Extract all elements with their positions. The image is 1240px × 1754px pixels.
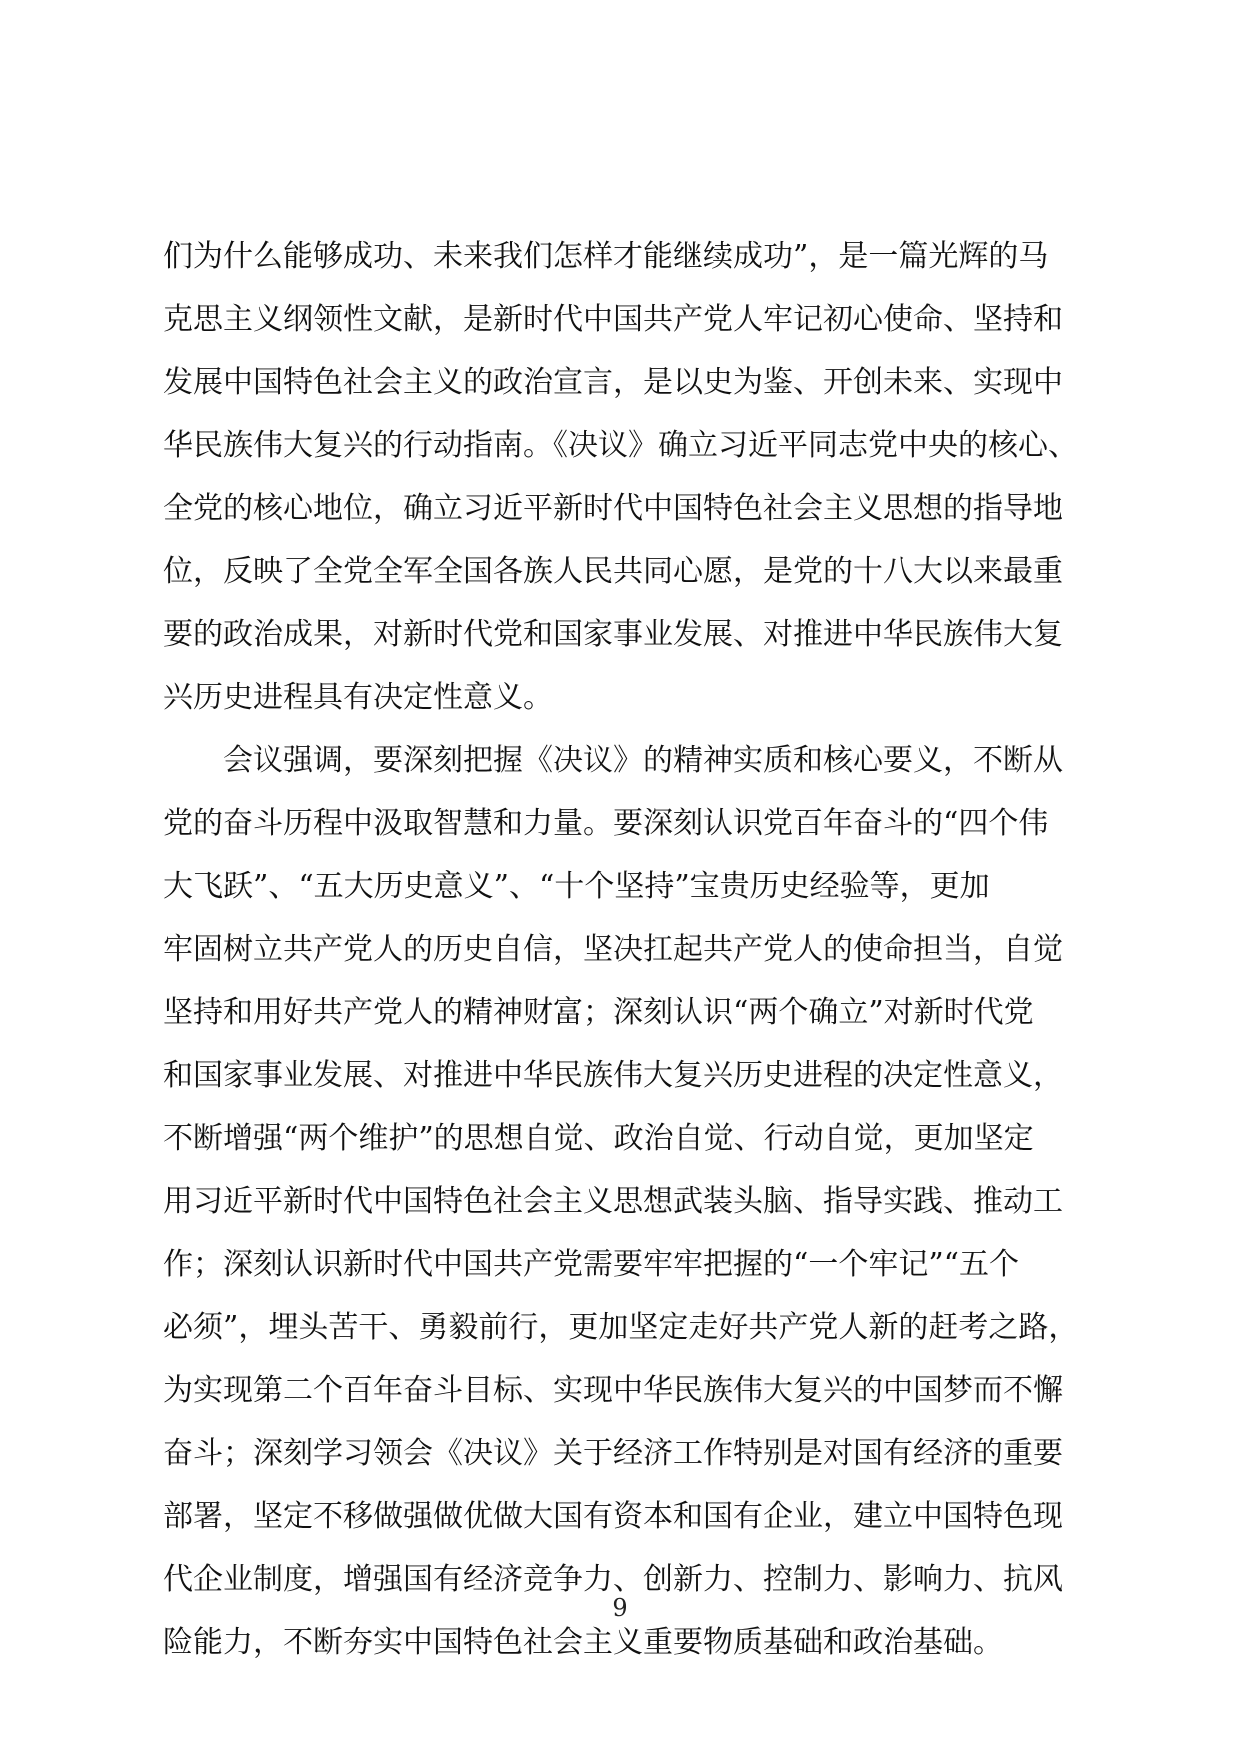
- text-line: 不断增强“两个维护”的思想自觉、政治自觉、行动自觉，更加坚定: [163, 1121, 1034, 1156]
- text-line: 作；深刻认识新时代中国共产党需要牢牢把握的“一个牢记”“五个: [163, 1247, 1020, 1282]
- text-line: 用习近平新时代中国特色社会主义思想武装头脑、指导实践、推动工: [163, 1184, 1063, 1219]
- text-line: 牢固树立共产党人的历史自信，坚决扛起共产党人的使命担当，自觉: [163, 932, 1063, 967]
- text-line: 位，反映了全党全军全国各族人民共同心愿，是党的十八大以来最重: [163, 554, 1063, 589]
- text-line: 和国家事业发展、对推进中华民族伟大复兴历史进程的决定性意义，: [163, 1058, 1063, 1093]
- text-line: 为实现第二个百年奋斗目标、实现中华民族伟大复兴的中国梦而不懈: [163, 1373, 1063, 1408]
- text-line: 发展中国特色社会主义的政治宣言，是以史为鉴、开创未来、实现中: [163, 365, 1063, 400]
- text-line: 党的奋斗历程中汲取智慧和力量。要深刻认识党百年奋斗的“四个伟: [163, 806, 1049, 841]
- text-line: 会议强调，要深刻把握《决议》的精神实质和核心要义，不断从: [163, 743, 1063, 778]
- text-line: 华民族伟大复兴的行动指南。《决议》确立习近平同志党中央的核心、: [163, 428, 1078, 463]
- text-line: 全党的核心地位，确立习近平新时代中国特色社会主义思想的指导地: [163, 491, 1063, 526]
- text-line: 大飞跃”、“五大历史意义”、“十个坚持”宝贵历史经验等，更加: [163, 869, 990, 904]
- text-line: 要的政治成果，对新时代党和国家事业发展、对推进中华民族伟大复: [163, 617, 1063, 652]
- text-line: 险能力，不断夯实中国特色社会主义重要物质基础和政治基础。: [163, 1625, 1003, 1660]
- text-line: 兴历史进程具有决定性意义。: [163, 680, 553, 715]
- text-line: 必须”，埋头苦干、勇毅前行，更加坚定走好共产党人新的赶考之路，: [163, 1310, 1079, 1345]
- body-text: [163, 225, 1103, 1674]
- page-number: 9: [612, 1594, 628, 1622]
- text-line: 坚持和用好共产党人的精神财富；深刻认识“两个确立”对新时代党: [163, 995, 1034, 1030]
- text-line: 代企业制度，增强国有经济竞争力、创新力、控制力、影响力、抗风: [163, 1562, 1063, 1597]
- text-line: 们为什么能够成功、未来我们怎样才能继续成功”，是一篇光辉的马: [163, 239, 1049, 274]
- text-line: 奋斗；深刻学习领会《决议》关于经济工作特别是对国有经济的重要: [163, 1436, 1063, 1471]
- text-line: 克思主义纲领性文献，是新时代中国共产党人牢记初心使命、坚持和: [163, 302, 1063, 337]
- text-line: 部署，坚定不移做强做优做大国有资本和国有企业，建立中国特色现: [163, 1499, 1063, 1534]
